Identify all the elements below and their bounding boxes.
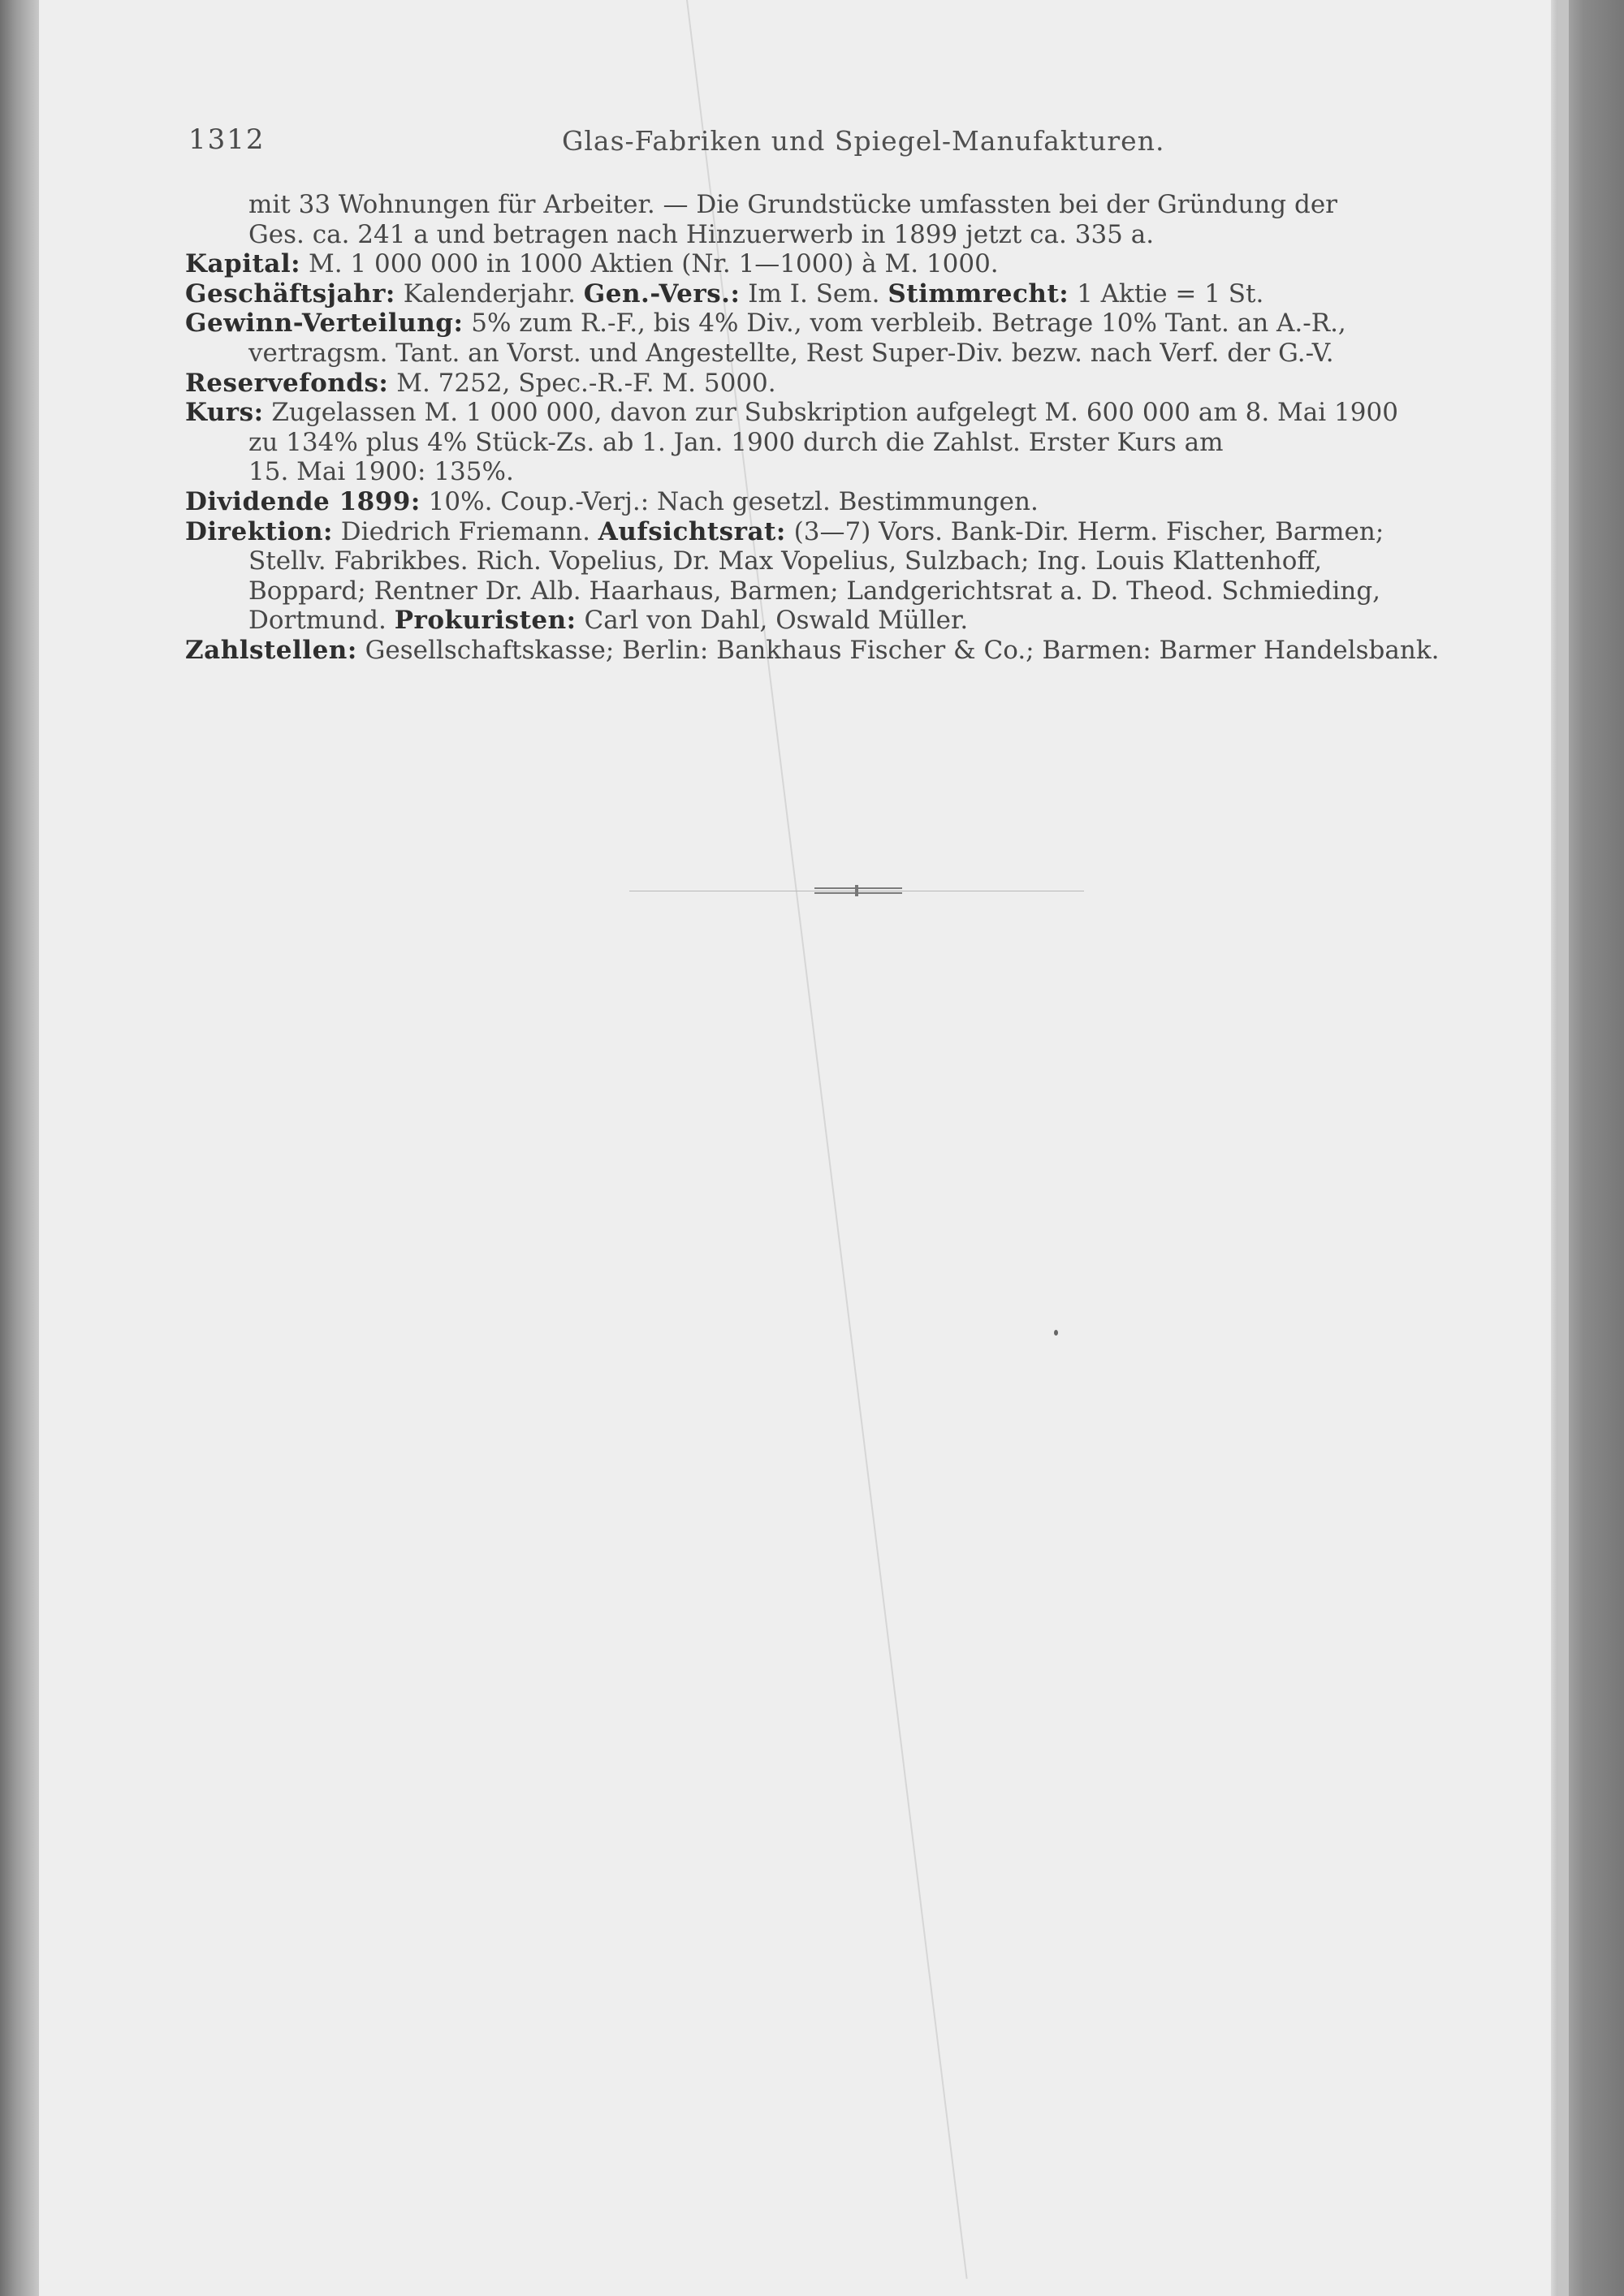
field-label: Gen.-Vers.: bbox=[583, 278, 741, 309]
field-label: Direktion: bbox=[185, 516, 333, 546]
field-text: Ges. ca. 241 a und betragen nach Hinzuerwerb in 1899 jetzt ca. 335 a. bbox=[248, 219, 1155, 249]
field-text: Stellv. Fabrikbes. Rich. Vopelius, Dr. Max Vopelius, Sulzbach; Ing. Louis Klattenhoff, bbox=[248, 546, 1323, 576]
text-line bbox=[185, 339, 1549, 369]
field-text: Diedrich Friemann. bbox=[332, 516, 598, 546]
field-label: Zahlstellen: bbox=[185, 635, 357, 665]
field-text: zu 134% plus 4% Stück-Zs. ab 1. Jan. 1900 durch die Zahlst. Erster Kurs am bbox=[248, 427, 1224, 457]
text-line bbox=[185, 487, 1549, 517]
text-line bbox=[185, 576, 1549, 606]
text-line bbox=[185, 428, 1549, 458]
text-line bbox=[185, 457, 1549, 487]
page-number: 1312 bbox=[188, 123, 266, 156]
scan-edge-right-inner bbox=[1557, 0, 1569, 2296]
field-label: Geschäftsjahr: bbox=[185, 278, 395, 309]
field-label: Gewinn-Verteilung: bbox=[185, 309, 464, 339]
field-text: Gesellschaftskasse; Berlin: Bankhaus Fischer & Co.; Barmen: Barmer Handelsbank. bbox=[356, 635, 1440, 665]
field-text: 15. Mai 1900: 135%. bbox=[248, 457, 514, 487]
field-text: Kalenderjahr. bbox=[395, 278, 584, 309]
field-label: Reservefonds: bbox=[185, 368, 389, 398]
text-line bbox=[185, 606, 1549, 636]
field-label: Stimmrecht: bbox=[888, 278, 1069, 309]
field-text: Zugelassen M. 1 000 000, davon zur Subskription aufgelegt M. 600 000 am 8. Mai 1900 bbox=[263, 398, 1398, 428]
text-line bbox=[185, 220, 1549, 250]
field-label: Kapital: bbox=[185, 249, 301, 279]
text-line bbox=[185, 279, 1549, 309]
separator-ornament bbox=[814, 885, 902, 896]
field-text: Im I. Sem. bbox=[740, 278, 888, 309]
dust-speck bbox=[1054, 1330, 1058, 1336]
text-line bbox=[185, 249, 1549, 279]
field-label: Aufsichtsrat: bbox=[598, 516, 786, 546]
text-line bbox=[185, 190, 1549, 220]
page-header bbox=[188, 123, 1536, 164]
running-title: Glas-Fabriken und Spiegel-Manufakturen. bbox=[562, 125, 1165, 157]
field-text: Boppard; Rentner Dr. Alb. Haarhaus, Barmen; Landgerichtsrat a. D. Theod. Schmieding, bbox=[248, 576, 1381, 606]
field-text: Dortmund. bbox=[248, 606, 395, 636]
field-text: Carl von Dahl, Oswald Müller. bbox=[576, 606, 969, 636]
field-text: M. 7252, Spec.-R.-F. M. 5000. bbox=[388, 368, 776, 398]
field-label: Dividende 1899: bbox=[185, 486, 421, 516]
text-line bbox=[185, 636, 1549, 666]
entry-text bbox=[185, 190, 1549, 666]
field-text: (3—7) Vors. Bank-Dir. Herm. Fischer, Barmen; bbox=[785, 516, 1384, 546]
text-line bbox=[185, 517, 1549, 547]
field-label: Kurs: bbox=[185, 398, 264, 428]
text-line bbox=[185, 398, 1549, 428]
field-text: mit 33 Wohnungen für Arbeiter. — Die Grundstücke umfassten bei der Gründung der bbox=[248, 190, 1337, 219]
text-line bbox=[185, 546, 1549, 576]
field-text: vertragsm. Tant. an Vorst. und Angestellte, Rest Super-Div. bezw. nach Verf. der G.-V. bbox=[248, 338, 1334, 368]
field-text: M. 1 000 000 in 1000 Aktien (Nr. 1—1000) à M. 1000. bbox=[300, 249, 999, 279]
text-line bbox=[185, 369, 1549, 399]
field-text: 5% zum R.-F., bis 4% Div., vom verbleib. Betrage 10% Tant. an A.-R., bbox=[463, 309, 1346, 339]
scan-edge-left bbox=[0, 0, 39, 2296]
text-line bbox=[185, 309, 1549, 339]
field-text: 10%. Coup.-Verj.: Nach gesetzl. Bestimmungen. bbox=[420, 486, 1039, 516]
field-text: 1 Aktie = 1 St. bbox=[1069, 278, 1264, 309]
field-label: Prokuristen: bbox=[394, 606, 577, 636]
